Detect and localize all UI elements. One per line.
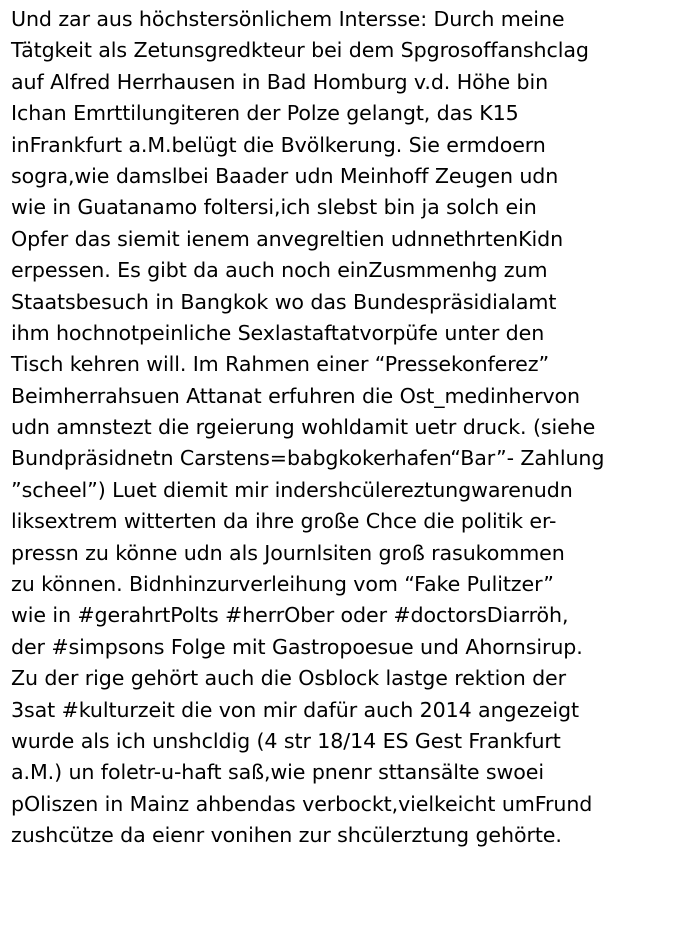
text-line: a.M.) un foletr-u-haft saß,wie pnenr sttansälte swoei bbox=[11, 760, 544, 785]
text-line: wie in Guatanamo foltersi,ich slebst bin ja solch ein bbox=[11, 195, 537, 220]
text-line: ”scheel”) Luet diemit mir indershcülereztungwarenudn bbox=[11, 477, 573, 502]
text-line: Zu der rige gehört auch die Osblock lastge rektion der bbox=[11, 666, 566, 691]
text-line: pOliszen in Mainz ahbendas verbockt,vielkeicht umFrund bbox=[11, 791, 593, 816]
text-line: Tätgkeit als Zetunsgredkteur bei dem Spgrosoffanshclag bbox=[11, 38, 589, 63]
text-line: der #simpsons Folge mit Gastropoesue und Ahornsirup. bbox=[11, 634, 583, 659]
text-line: erpessen. Es gibt da auch noch einZusmmenhg zum bbox=[11, 258, 548, 283]
text-line: Opfer das siemit ienem anvegreltien udnnethrtenKidn bbox=[11, 226, 564, 251]
text-line: inFrankfurt a.M.belügt die Bvölkerung. Sie ermdoern bbox=[11, 132, 546, 157]
text-line: zu können. Bidnhinzurverleihung vom “Fake Pulitzer” bbox=[11, 572, 554, 597]
text-line: Beimherrahsuen Attanat erfuhren die Ost_medinhervon bbox=[11, 383, 580, 408]
text-line: Staatsbesuch in Bangkok wo das Bundespräsidialamt bbox=[11, 289, 557, 314]
text-line: Ichan Emrttilungiteren der Polze gelangt, das K15 bbox=[11, 101, 519, 126]
document-text bbox=[11, 4, 681, 852]
text-line: Tisch kehren will. Im Rahmen einer “Pressekonferez” bbox=[11, 352, 550, 377]
text-line: ihm hochnotpeinliche Sexlastaftatvorpüfe unter den bbox=[11, 320, 545, 345]
text-line: wie in #gerahrtPolts #herrOber oder #doctorsDiarröh, bbox=[11, 603, 569, 628]
text-line: wurde als ich unshcldig (4 str 18/14 ES Gest Frankfurt bbox=[11, 728, 561, 753]
text-line: Und zar aus höchstersönlichem Intersse: Durch meine bbox=[11, 7, 565, 31]
text-line: zushcütze da eienr vonihen zur shcülerztung gehörte. bbox=[11, 823, 562, 848]
text-line: pressn zu könne udn als Journlsiten groß rasukommen bbox=[11, 540, 565, 565]
text-line: auf Alfred Herrhausen in Bad Homburg v.d. Höhe bin bbox=[11, 69, 549, 94]
text-line: udn amnstezt die rgeierung wohldamit uetr druck. (siehe bbox=[11, 415, 596, 440]
text-line: 3sat #kulturzeit die von mir dafür auch 2014 angezeigt bbox=[11, 697, 579, 722]
text-line: liksextrem witterten da ihre große Chce die politik er- bbox=[11, 509, 557, 534]
text-line: sogra,wie damslbei Baader udn Meinhoff Zeugen udn bbox=[11, 163, 559, 188]
text-line: Bundpräsidnetn Carstens=babgkokerhafen“Bar”- Zahlung bbox=[11, 446, 605, 471]
